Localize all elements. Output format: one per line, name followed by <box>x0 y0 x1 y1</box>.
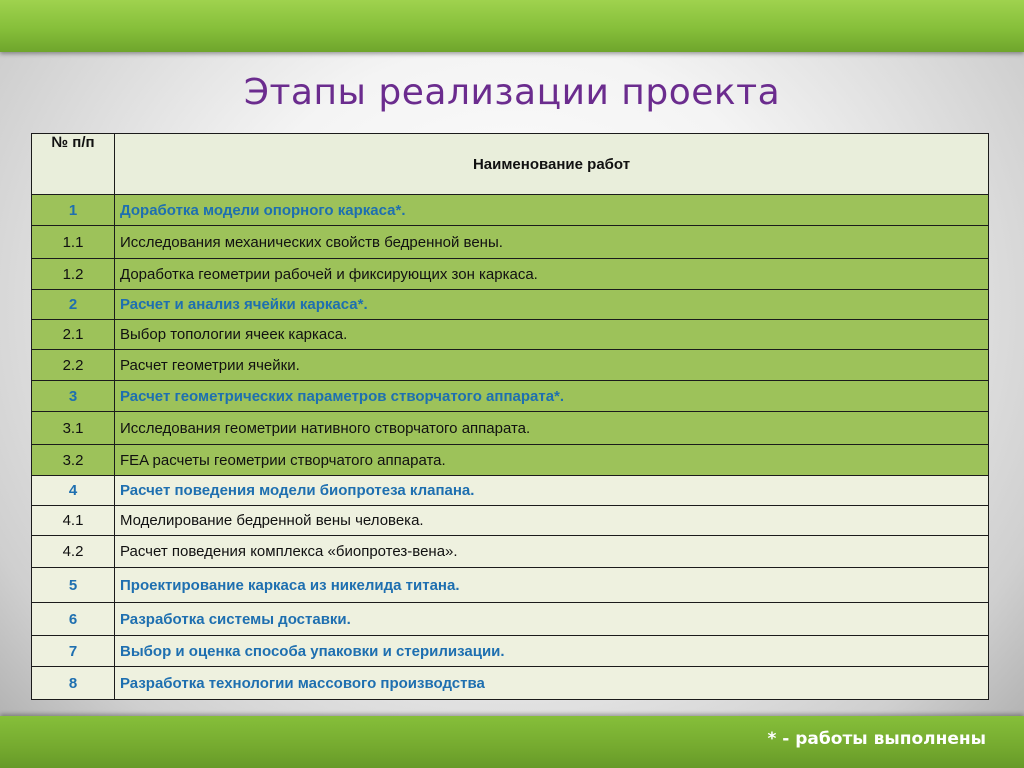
stage-name: FEA расчеты геометрии створчатого аппарата. <box>115 445 989 476</box>
stage-name: Доработка геометрии рабочей и фиксирующих зон каркаса. <box>115 259 989 290</box>
stage-name: Расчет поведения комплекса «биопротез-вена». <box>115 536 989 568</box>
stage-name: Выбор и оценка способа упаковки и стерилизации. <box>115 636 989 667</box>
table-row <box>32 290 989 320</box>
table-row <box>32 476 989 506</box>
table-row <box>32 506 989 536</box>
stage-number: 3 <box>32 381 115 412</box>
stage-name: Доработка модели опорного каркаса*. <box>115 195 989 226</box>
stage-number: 6 <box>32 603 115 636</box>
stage-name: Расчет поведения модели биопротеза клапана. <box>115 476 989 506</box>
table-header-row <box>32 134 989 195</box>
table-body <box>32 195 989 700</box>
stage-number: 8 <box>32 667 115 700</box>
table-row <box>32 636 989 667</box>
stage-name: Моделирование бедренной вены человека. <box>115 506 989 536</box>
stage-name: Исследования геометрии нативного створчатого аппарата. <box>115 412 989 445</box>
stage-name: Разработка системы доставки. <box>115 603 989 636</box>
stage-name: Расчет и анализ ячейки каркаса*. <box>115 290 989 320</box>
column-header-name: Наименование работ <box>115 134 989 195</box>
top-decor-band <box>0 0 1024 52</box>
stage-number: 5 <box>32 568 115 603</box>
table-row <box>32 445 989 476</box>
table-row <box>32 226 989 259</box>
stage-name: Расчет геометрии ячейки. <box>115 350 989 381</box>
stage-number: 2 <box>32 290 115 320</box>
slide-title: Этапы реализации проекта <box>243 72 781 113</box>
stage-name: Исследования механических свойств бедренной вены. <box>115 226 989 259</box>
table-row <box>32 603 989 636</box>
stage-number: 3.2 <box>32 445 115 476</box>
stage-name: Проектирование каркаса из никелида титана. <box>115 568 989 603</box>
footer-note: * - работы выполнены <box>767 729 986 749</box>
table-row <box>32 667 989 700</box>
table-row <box>32 536 989 568</box>
stage-name: Расчет геометрических параметров створчатого аппарата*. <box>115 381 989 412</box>
stage-number: 2.1 <box>32 320 115 350</box>
table-row <box>32 350 989 381</box>
column-header-number: № п/п <box>32 134 115 195</box>
table-row <box>32 568 989 603</box>
stage-number: 3.1 <box>32 412 115 445</box>
stage-number: 1.1 <box>32 226 115 259</box>
stage-number: 1 <box>32 195 115 226</box>
stage-number: 4 <box>32 476 115 506</box>
stage-number: 7 <box>32 636 115 667</box>
table-row <box>32 381 989 412</box>
table-row <box>32 259 989 290</box>
table-row <box>32 320 989 350</box>
stage-number: 4.1 <box>32 506 115 536</box>
stage-number: 1.2 <box>32 259 115 290</box>
table-row <box>32 195 989 226</box>
stage-name: Разработка технологии массового производства <box>115 667 989 700</box>
stage-number: 2.2 <box>32 350 115 381</box>
stages-table <box>31 133 989 700</box>
table-row <box>32 412 989 445</box>
stage-name: Выбор топологии ячеек каркаса. <box>115 320 989 350</box>
stage-number: 4.2 <box>32 536 115 568</box>
